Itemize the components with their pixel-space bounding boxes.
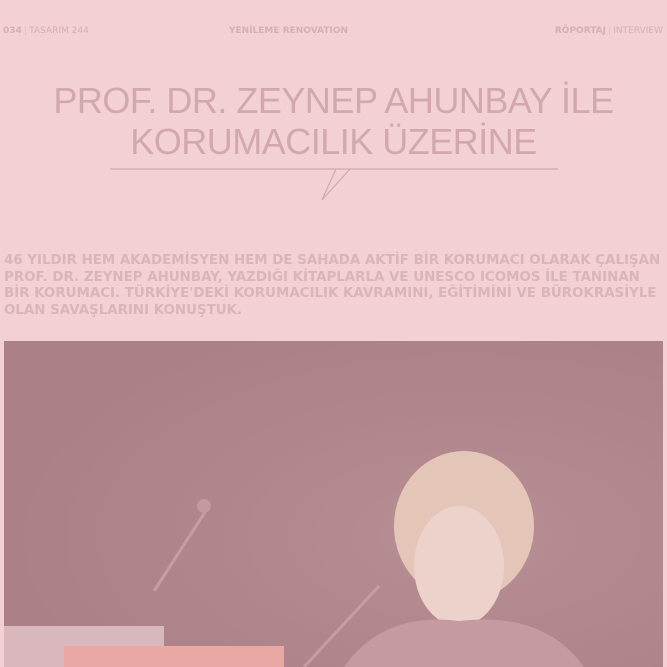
- title-line-2: KORUMACILIK ÜZERİNE: [130, 121, 537, 162]
- section-label: [229, 26, 348, 36]
- category-en: INTERVIEW: [613, 26, 663, 36]
- photo-illustration: [4, 341, 663, 667]
- portrait-photo: [4, 341, 663, 667]
- category-label: RÖPORTAJ | INTERVIEW: [554, 26, 663, 36]
- speech-bubble-divider: [110, 165, 560, 205]
- lead-paragraph: 46 YILDIR HEM AKADEMİSYEN HEM DE SAHADA AKTİF BİR KORUMACI OLARAK ÇALIŞAN PROF. DR. ZEYNEP AHUNBAY, YAZDIĞI KİTAPLARLA VE UNESCO ICOMOS İLE TANINAN BİR KORUMACI. TÜRKİYE'DEKİ KORUMACILIK KAVRAMINI, EĞİTİMİNİ VE BÜROKRASİYLE OLAN SAVAŞLARINI KONUŞTUK.: [4, 253, 661, 318]
- page-folio: 034 | TASARIM 244: [3, 26, 89, 36]
- page-number: 034: [3, 26, 22, 36]
- section-tr: YENİLEME: [229, 26, 280, 36]
- magazine-name: TASARIM 244: [29, 26, 89, 36]
- section-en: RENOVATION: [282, 26, 348, 36]
- category-tr: RÖPORTAJ: [554, 26, 606, 36]
- page-title: [0, 80, 667, 162]
- title-line-1: PROF. DR. ZEYNEP AHUNBAY İLE: [53, 80, 614, 121]
